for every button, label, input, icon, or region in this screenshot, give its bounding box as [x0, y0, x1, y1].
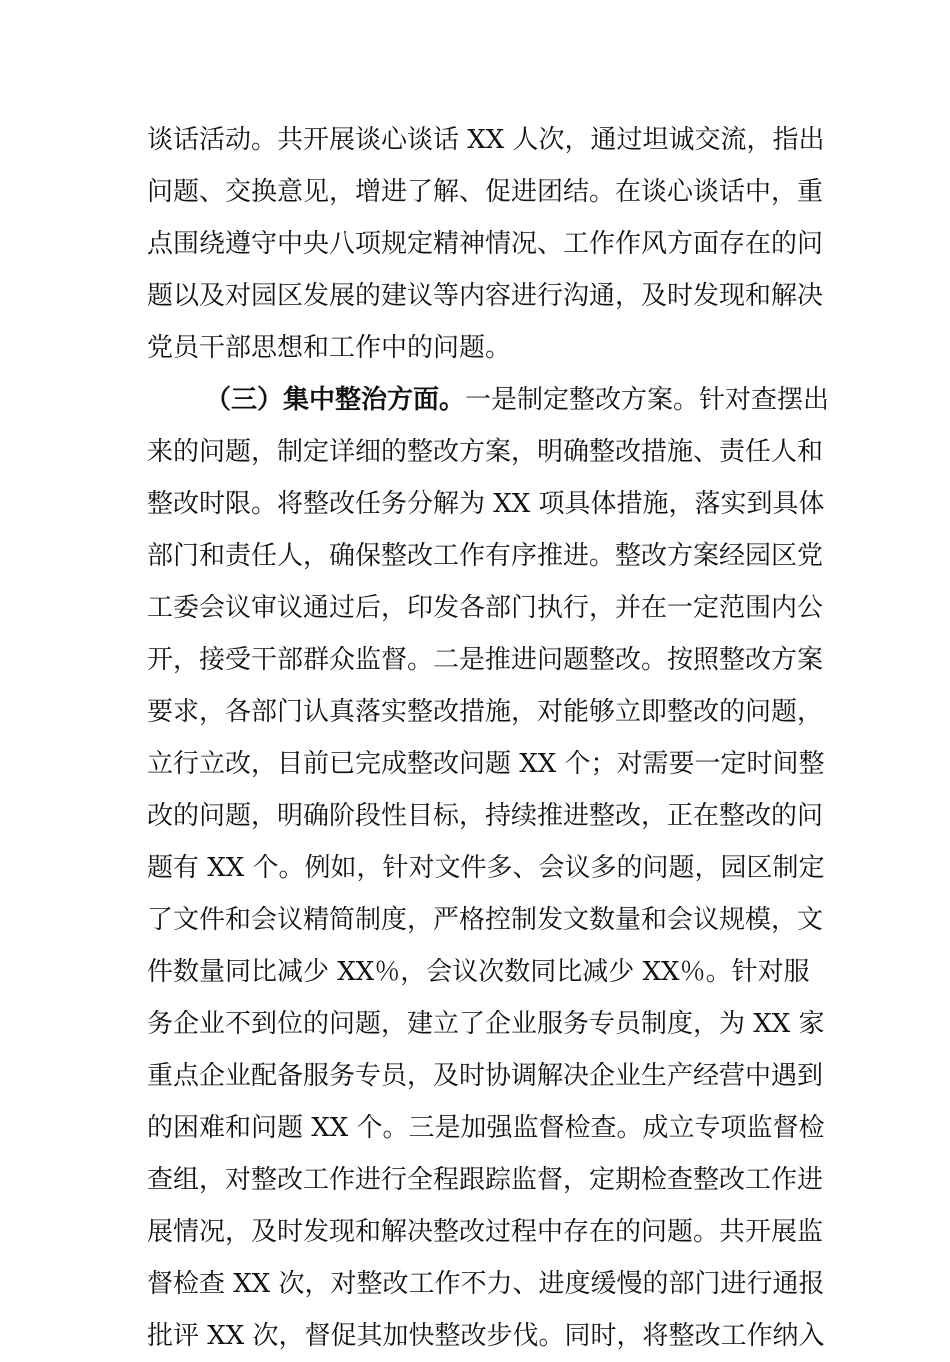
text-line: 的困难和问题 XX 个。三是加强监督检查。成立专项监督检: [147, 1113, 825, 1143]
text-line: 开，接受干部群众监督。二是推进问题整改。按照整改方案: [147, 645, 824, 675]
section-heading: （三）集中整治方面。: [205, 385, 466, 415]
text-line: 重点企业配备服务专员，及时协调解决企业生产经营中遇到: [147, 1061, 824, 1091]
text-line: 来的问题，制定详细的整改方案，明确整改措施、责任人和: [147, 437, 824, 467]
section-heading-line: [147, 374, 830, 426]
text-line: 问题、交换意见，增进了解、促进团结。在谈心谈话中，重: [147, 177, 824, 207]
text-line: 党员干部思想和工作中的问题。: [147, 333, 512, 363]
text-line: 整改时限。将整改任务分解为 XX 项具体措施，落实到具体: [147, 489, 825, 519]
text-line: 了文件和会议精简制度，严格控制发文数量和会议规模，文: [147, 905, 824, 935]
text-line: 务企业不到位的问题，建立了企业服务专员制度，为 XX 家: [147, 1009, 825, 1039]
text-line: 谈话活动。共开展谈心谈话 XX 人次，通过坦诚交流，指出: [147, 125, 825, 155]
text-line: 工委会议审议通过后，印发各部门执行，并在一定范围内公: [147, 593, 824, 623]
text-line: 部门和责任人，确保整改工作有序推进。整改方案经园区党: [147, 541, 824, 571]
text-line: 点围绕遵守中央八项规定精神情况、工作作风方面存在的问: [147, 229, 824, 259]
text-run: 一是制定整改方案。针对查摆出: [465, 385, 830, 415]
text-line: 要求，各部门认真落实整改措施，对能够立即整改的问题，: [147, 697, 824, 727]
text-line: 展情况，及时发现和解决整改过程中存在的问题。共开展监: [147, 1217, 824, 1247]
text-line: 件数量同比减少 XX％，会议次数同比减少 XX％。针对服: [147, 957, 810, 987]
text-line: 改的问题，明确阶段性目标，持续推进整改，正在整改的问: [147, 801, 824, 831]
text-line: 题以及对园区发展的建议等内容进行沟通，及时发现和解决: [147, 281, 824, 311]
text-line: 督检查 XX 次，对整改工作不力、进度缓慢的部门进行通报: [147, 1269, 825, 1299]
text-line: 题有 XX 个。例如，针对文件多、会议多的问题，园区制定: [147, 853, 825, 883]
document-body: [147, 114, 830, 1362]
text-line: 批评 XX 次，督促其加快整改步伐。同时，将整改工作纳入: [147, 1321, 825, 1351]
text-line: 查组，对整改工作进行全程跟踪监督，定期检查整改工作进: [147, 1165, 824, 1195]
text-line: 立行立改，目前已完成整改问题 XX 个；对需要一定时间整: [147, 749, 825, 779]
